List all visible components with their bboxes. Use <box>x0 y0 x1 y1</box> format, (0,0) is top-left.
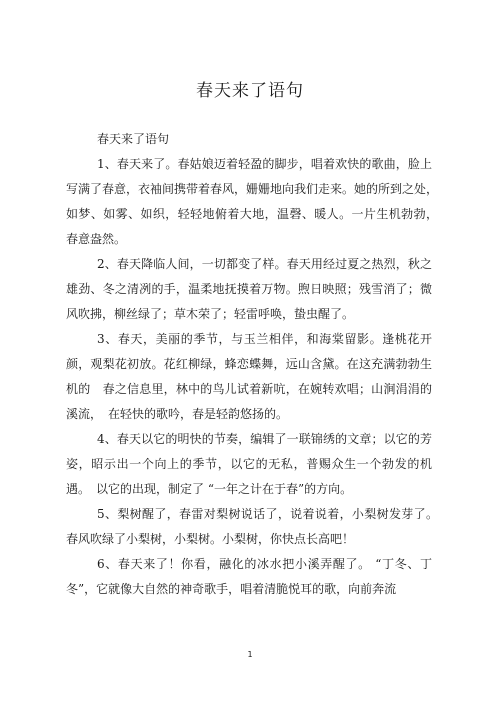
paragraph-5: 5、梨树醒了，春雷对梨树说话了，说着说着，小梨树发芽了。 春风吹绿了小梨树，小梨树。小梨树，你快点长高吧！ <box>66 507 445 546</box>
document-title: 春天来了语句 <box>196 81 304 101</box>
document-subtitle: 春天来了语句 <box>97 132 170 146</box>
paragraph-6: 6、春天来了！你看，融化的冰水把小溪弄醒了。 “丁冬、丁冬”，它就像大自然的神奇歌手，唱着清脆悦耳的歌，向前奔流 <box>66 557 432 596</box>
document-body <box>66 127 445 602</box>
paragraph-4: 4、春天以它的明快的节奏，编辑了一联锦绣的文章；以它的芳 姿，昭示出一个向上的季节，以它的无私，普赐众生一个勃发的机遇。 以它的出现，制定了 “一年之计在于春”的方向。 <box>66 432 432 496</box>
paragraph-3: 3、春天，美丽的季节，与玉兰相伴，和海棠留影。逢桃花开颜，观梨花初放。花红柳绿，蜂恋蝶舞，远山含黛。在这充满勃勃生机的 春之信息里，林中的鸟儿试着新吭，在婉转欢唱；山涧涓涓的溪流， 在轻快的歌吟，春是轻韵悠扬的。 <box>66 332 432 421</box>
paragraph-2: 2、春天降临人间，一切都变了样。春天用经过夏之热烈，秋之 雄劲、冬之清冽的手，温柔地抚摸着万物。煦日映照；残雪消了；微 风吹拂，柳丝绿了；草木荣了；轻雷呼唤，蛰虫醒了。 <box>66 257 445 321</box>
page-number: 1 <box>247 650 253 659</box>
paragraph-1: 1、春天来了。春姑娘迈着轻盈的脚步，唱着欢快的歌曲，脸上 写满了春意，衣袖间携带着春风，姗姗地向我们走来。她的所到之处， 如梦、如雾、如织，轻轻地俯着大地，温磬、暖人。一片生机勃勃， 春意盎然。 <box>66 157 445 246</box>
